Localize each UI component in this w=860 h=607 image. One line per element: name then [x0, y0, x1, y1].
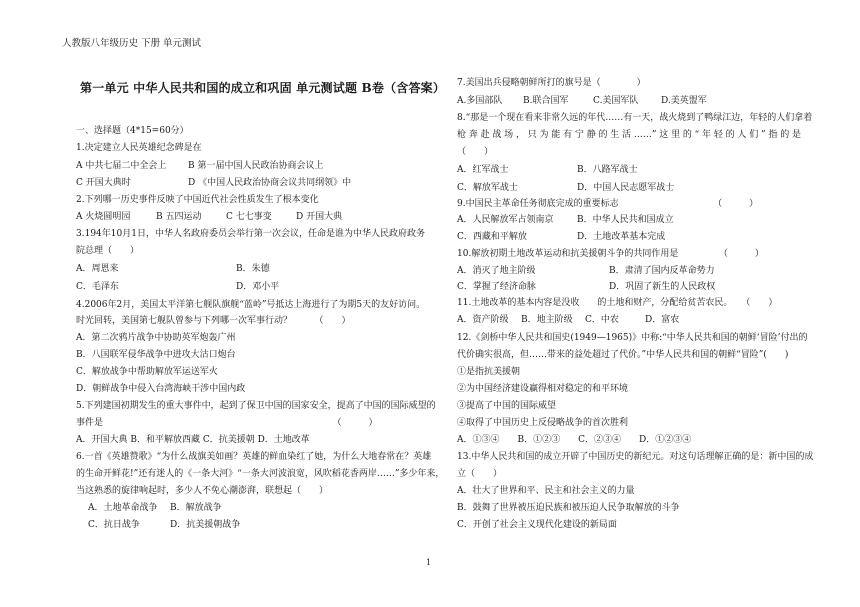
question-line: 4.2006年2月，美国太平洋第七舰队旗舰“蓝岭”号抵达上海进行了为期5天的友好访问。 — [76, 300, 426, 310]
question-line: ②为中国经济建设赢得相对稳定的和平环境 — [457, 384, 629, 394]
answer-option: B．中华人民共和国成立 — [577, 215, 674, 225]
answer-option: D．邓小平 — [236, 282, 280, 292]
section-heading: 一、选择题（4*15=60分） — [76, 126, 189, 136]
document-header: 人教版八年级历史 下册 单元测试 — [62, 38, 202, 49]
question-line: 7.美国出兵侵略朝鲜所打的旗号是（ ） — [457, 78, 646, 88]
answer-option: D．朝鲜战争中侵入台湾海峡干涉中国内政 — [76, 384, 246, 394]
answer-option: B．八路军战士 — [577, 165, 638, 175]
answer-option: C．解放军战士 — [457, 183, 518, 193]
answer-option: B．鼓舞了世界被压迫民族和被压迫人民争取解放的斗争 — [457, 503, 680, 513]
question-line: 11.土地改革的基本内容是没收 的土地和财产，分配给贫苦农民。 （ ） — [457, 298, 778, 308]
question-line: ①是指抗美援朝 — [457, 367, 521, 377]
question-line: 院总理（ ） — [76, 246, 140, 256]
answer-option: C．掌握了经济命脉 — [457, 282, 536, 292]
answer-option: D 开国大典 — [296, 212, 343, 222]
question-line: 枪奔赴战场，只为能有宁静的生活……”这里的“年轻的人们”指的是 — [457, 130, 801, 140]
question-line: 事件是 （ ） — [76, 418, 378, 428]
answer-option: D．土地改革基本完成 — [577, 232, 666, 242]
answer-option: C 开国大典时 — [76, 178, 131, 188]
answer-option: A．第二次鸦片战争中协助英军炮轰广州 — [76, 333, 236, 343]
answer-option: D 《中国人民政治协商会议共同纲领》中 — [188, 178, 352, 188]
answer-option: A 中共七届二中全会上 — [76, 161, 167, 171]
question-line: 立（ ） — [457, 469, 503, 479]
question-line: 8.“那是一个现在看来非常久远的年代……有一天，战火烧到了鸭绿江边，年轻的人们拿着 — [457, 113, 813, 123]
answer-option: B．朱德 — [236, 264, 270, 274]
answer-option: B 五四运动 — [156, 212, 202, 222]
answer-option: C 七七事变 — [226, 212, 272, 222]
answer-option: A．①③④ B．①②③ C．②③④ D．①②③④ — [457, 435, 692, 445]
answer-option: C．毛泽东 — [76, 282, 119, 292]
answer-option: A 火烧圆明园 — [76, 212, 131, 222]
answer-option: C．西藏和平解放 — [457, 232, 527, 242]
question-line: 2.下列哪一历史事件反映了中国近代社会性质发生了根本变化 — [76, 195, 319, 205]
answer-option: A．人民解放军占领南京 — [457, 215, 554, 225]
answer-option: C.美国军队 — [593, 96, 639, 106]
answer-option: A．周恩来 — [76, 264, 119, 274]
page-title: 第一单元 中华人民共和国的成立和巩固 单元测试题 B卷（含答案） — [80, 81, 446, 95]
page-number: 1 — [426, 558, 432, 567]
answer-option: A．土地革命战争 — [88, 503, 158, 513]
answer-option: A.多国部队 — [457, 96, 503, 106]
answer-option: D．巩固了新生的人民政权 — [609, 282, 716, 292]
answer-option: B．地主阶级 — [521, 315, 573, 325]
answer-option: A．消灭了地主阶级 — [457, 266, 536, 276]
answer-option: A．开国大典 B．和平解放西藏 C．抗美援朝 D．土地改革 — [76, 435, 310, 445]
question-line: 12.《剑桥中华人民共和国史(1949—1965)》中称:“中华人民共和国的朝鲜‘冒险’付出的 — [457, 333, 808, 343]
answer-option: A．红军战士 — [457, 165, 509, 175]
question-line: 6.一首《英雄赞歌》“为什么战旗美如画？英雄的鲜血染红了她，为什么大地春常在？英雄 — [76, 452, 432, 462]
answer-option: D．中国人民志愿军战士 — [577, 183, 675, 193]
answer-option: C．解放战争中帮助解放军运送军火 — [76, 367, 218, 377]
question-line: 1.决定建立人民英雄纪念碑是在 — [76, 143, 202, 153]
answer-option: B．肃清了国内反革命势力 — [609, 266, 715, 276]
answer-option: C．中农 — [585, 315, 619, 325]
answer-option: B.联合国军 — [523, 96, 569, 106]
answer-option: D．抗美援朝战争 — [170, 520, 241, 530]
question-line: 9.中国民主革命任务彻底完成的重要标志 （ ） — [457, 199, 759, 209]
answer-option: D．富农 — [645, 315, 680, 325]
question-line: 10.解放初期土地改革运动和抗美援朝斗争的共同作用是 （ ） — [457, 249, 764, 259]
question-line: 3.194年10月1日，中华人名政府委员会举行第一次会议，任命是谁为中华人民政府政务 — [76, 229, 425, 239]
answer-option: A．资产阶级 — [457, 315, 509, 325]
question-line: （ ） — [457, 147, 494, 157]
answer-option: C．开创了社会主义现代化建设的新局面 — [457, 520, 617, 530]
answer-option: C．抗日战争 — [88, 520, 140, 530]
answer-option: B．解放战争 — [170, 503, 222, 513]
answer-option: B．八国联军侵华战争中进攻大沽口炮台 — [76, 350, 236, 360]
answer-option: A．壮大了世界和平、民主和社会主义的力量 — [457, 486, 635, 496]
question-line: 代价确实很高，但……带来的益处超过了代价。”中华人民共和国的朝鲜“冒险”( ) — [457, 350, 789, 360]
question-line: 当这熟悉的旋律响起时，多少人不免心潮澎湃，联想起（ ） — [76, 486, 329, 496]
answer-option: B 第一届中国人民政治协商会议上 — [188, 161, 324, 171]
question-line: 的生命开鲜花!”还有迷人的《一条大河》“一条大河波浪宽，风吹稻花香两岸……”多少年来， — [76, 469, 445, 479]
answer-option: D.美英盟军 — [661, 96, 707, 106]
question-line: 时光回转，美国第七舰队曾参与下列哪一次军事行动？ （ ） — [76, 316, 351, 326]
question-line: 13.中华人民共和国的成立开辟了中国历史的新纪元。对这句话理解正确的是：新中国的成 — [457, 452, 814, 462]
question-line: ③提高了中国的国际威望 — [457, 401, 557, 411]
question-line: 5.下列建国初期发生的重大事件中，起到了保卫中国的国家安全，提高了中国的国际威望的 — [76, 401, 436, 411]
question-line: ④取得了中国历史上反侵略战争的首次胜利 — [457, 418, 629, 428]
